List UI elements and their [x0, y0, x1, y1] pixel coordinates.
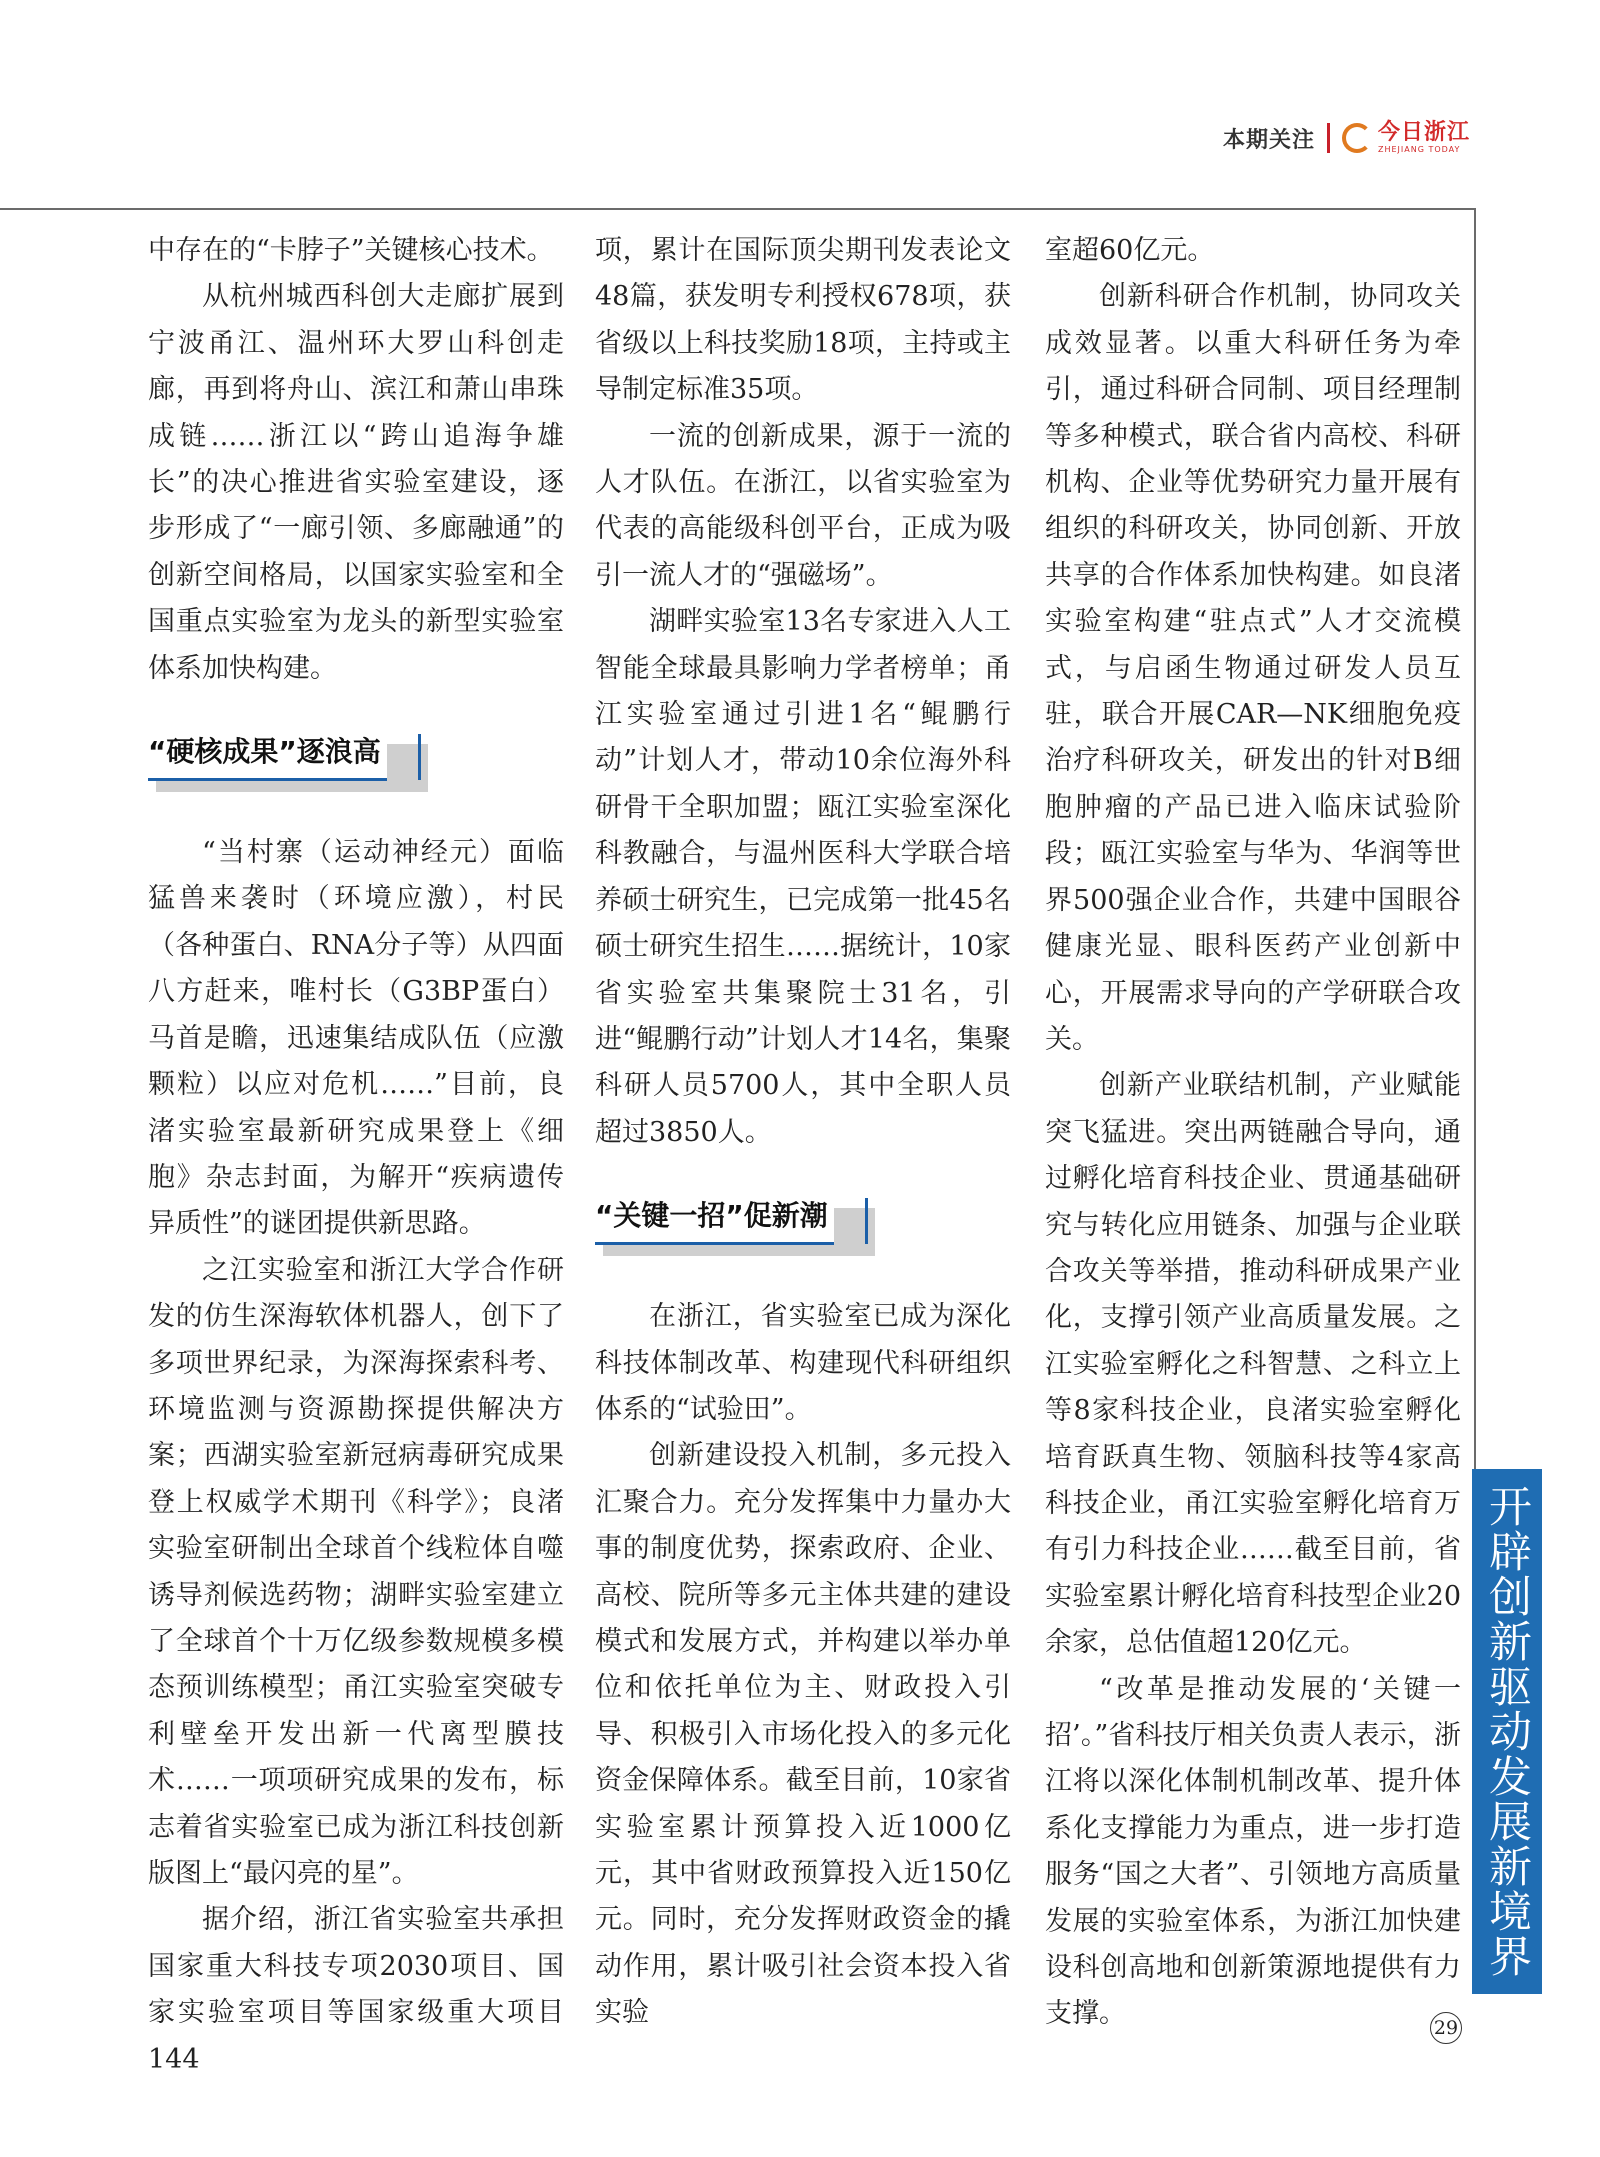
article-column-1 [148, 228, 564, 2083]
article-column-2 [595, 228, 1011, 2037]
section-label: 本期关注 [1222, 127, 1315, 153]
page-number: 29 [1430, 2012, 1462, 2044]
page-header [1223, 118, 1470, 158]
paragraph: 湖畔实验室13名专家进入人工智能全球最具影响力学者榜单；甬江实验室通过引进1名“鲲鹏行动”计划人才，带动10余位海外科研骨干全职加盟；瓯江实验室深化科教融合，与温州医科大学联合培养硕士研究生，已完成第一批45名硕士研究生招生……据统计，10家省实验室共集聚院士31名，引进“鲲鹏行动”计划人才14名，集聚科研人员5700人，其中全职人员超过3850人。 [595, 606, 1011, 1148]
section-heading-1 [148, 730, 564, 792]
paragraph: “当村寨（运动神经元）面临猛兽来袭时（环境应激），村民（各种蛋白、RNA分子等）从四面八方赶来，唯村长（G3BP蛋白）马首是瞻，迅速集结成队伍（应激颗粒）以应对危机……”目前，良渚实验室最新研究成果登上《细胞》杂志封面，为解开“疾病遗传异质性”的谜团提供新思路。 [148, 837, 564, 1240]
paragraph: 创新建设投入机制，多元投入汇聚合力。充分发挥集中力量办大事的制度优势，探索政府、企业、高校、院所等多元主体共建的建设模式和发展方式，并构建以举办单位和依托单位为主、财政投入引导、积极引入市场化投入的多元化资金保障体系。截至目前，10家省实验室累计预算投入近1000亿元，其中省财政预算投入近150亿元。同时，充分发挥财政资金的撬动作用，累计吸引社会资本投入省实验 [595, 1440, 1011, 2029]
header-divider [1327, 123, 1330, 153]
logo-english: ZHEJIANG TODAY [1377, 145, 1461, 154]
frame-top-rule [0, 208, 1475, 210]
section-heading-text: “关键一招”促新潮 [595, 1194, 834, 1245]
section-heading-text: “硬核成果”逐浪高 [148, 730, 387, 781]
paragraph: 一流的创新成果，源于一流的人才队伍。在浙江，以省实验室为代表的高能级科创平台，正成为吸引一流人才的“强磁场”。 [595, 420, 1011, 591]
logo-chinese: 今日浙江 [1377, 120, 1470, 145]
paragraph: 之江实验室和浙江大学合作研发的仿生深海软体机器人，创下了多项世界纪录，为深海探索科考、环境监测与资源勘探提供解决方案；西湖实验室新冠病毒研究成果登上权威学术期刊《科学》；良渚实验室研制出全球首个线粒体自噬诱导剂候选药物；湖畔实验室建立了全球首个十万亿级参数规模多模态预训练模型；甬江实验室突破专利壁垒开发出新一代离型膜技术……一项项研究成果的发布，标志着省实验室已成为浙江科技创新版图上“最闪亮的星”。 [148, 1254, 564, 1889]
paragraph: 从杭州城西科创大走廊扩展到宁波甬江、温州环大罗山科创走廊，再到将舟山、滨江和萧山串珠成链……浙江以“跨山追海争雄长”的决心推进省实验室建设，逐步形成了“一廊引领、多廊融通”的创新空间格局，以国家实验室和全国重点实验室为龙头的新型实验室体系加快构建。 [148, 281, 564, 684]
magazine-logo [1342, 122, 1470, 154]
paragraph: “改革是推动发展的‘关键一招’。”省科技厅相关负责人表示，浙江将以深化体制机制改革、提升体系化支撑能力为重点，进一步打造服务“国之大者”、引领地方高质量发展的实验室体系，为浙江加快建设科创高地和创新策源地提供有力支撑。 [1045, 1673, 1461, 2030]
paragraph: 中存在的“卡脖子”关键核心技术。 [148, 235, 554, 266]
paragraph: 室超60亿元。 [1045, 235, 1215, 266]
heading-accent-bar [418, 734, 421, 780]
paragraph: 创新科研合作机制，协同攻关成效显著。以重大科研任务为牵引，通过科研合同制、项目经理制等多种模式，联合省内高校、科研机构、企业等优势研究力量开展有组织的科研攻关，协同创新、开放共享的合作体系加快构建。如良渚实验室构建“驻点式”人才交流模式，与启函生物通过研发人员互驻，联合开展CAR—NK细胞免疫治疗科研攻关，研发出的针对B细胞肿瘤的产品已进入临床试验阶段；瓯江实验室与华为、华润等世界500强企业合作，共建中国眼谷健康光显、眼科医药产业创新中心，开展需求导向的产学研联合攻关。 [1045, 281, 1461, 1055]
paragraph: 创新产业联结机制，产业赋能突飞猛进。突出两链融合导向，通过孵化培育科技企业、贯通基础研究与转化应用链条、加强与企业联合攻关等举措，推动科研成果产业化，支撑引领产业高质量发展。之江实验室孵化之科智慧、之科立上等8家科技企业，良渚实验室孵化培育跃真生物、领脑科技等4家高科技企业，甬江实验室孵化培育万有引力科技企业……截至目前，省实验室累计孵化培育科技型企业20余家，总估值超120亿元。 [1045, 1070, 1461, 1659]
section-heading-2 [595, 1194, 1011, 1256]
frame-right-rule [1474, 208, 1476, 1470]
paragraph: 据介绍，浙江省实验室共承担国家重大科技专项2030项目、国家实验室项目等国家级重大项目144 [148, 1904, 564, 2075]
paragraph: 在浙江，省实验室已成为深化科技体制改革、构建现代科研组织体系的“试验田”。 [595, 1301, 1011, 1425]
vertical-title-banner: 开辟创新驱动发展新境界 [1472, 1469, 1542, 1994]
paragraph: 项，累计在国际顶尖期刊发表论文48篇，获发明专利授权678项，获省级以上科技奖励18项，主持或主导制定标准35项。 [595, 235, 1011, 406]
article-column-3 [1045, 228, 1461, 2038]
heading-accent-bar [865, 1198, 868, 1244]
logo-swirl-icon [1342, 123, 1372, 153]
